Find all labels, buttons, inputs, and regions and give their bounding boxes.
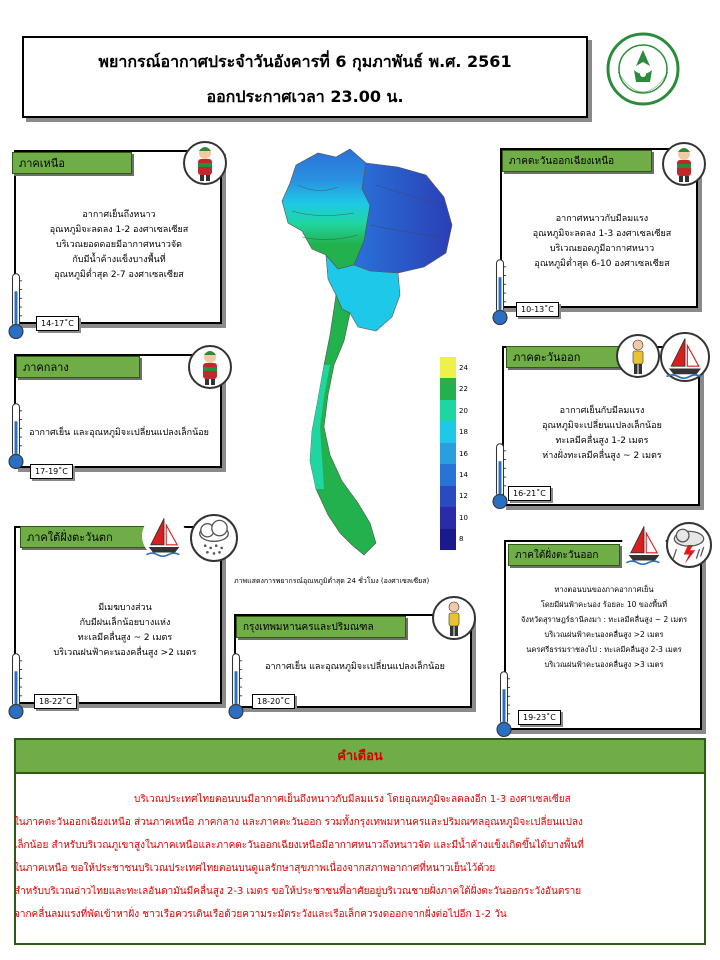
temp-northeast: 10-13˚C: [516, 302, 559, 317]
region-header-east: ภาคตะวันออก: [506, 346, 624, 368]
issue-time: ออกประกาศเวลา 23.00 น.: [206, 87, 404, 106]
temp-bangkok: 18-20˚C: [252, 694, 295, 709]
thermometer-icon: [6, 272, 26, 342]
temp-south-west: 18-22˚C: [34, 694, 77, 709]
temp-north: 14-17˚C: [36, 316, 79, 331]
warning-line: เล็กน้อย สำหรับบริเวณภูเขาสูงในภาคเหนือและภาคตะวันออกเฉียงเหนือมีอากาศหนาวถึงหนาวจัด และมีน้ำค้างแข็งเกิดขึ้นได้บางพื้นที่: [14, 840, 584, 851]
region-header-northeast: ภาคตะวันออกเฉียงเหนือ: [502, 150, 652, 172]
region-header-bangkok: กรุงเทพมหานครและปริมณฑล: [236, 616, 406, 638]
temp-east: 16-21˚C: [508, 486, 551, 501]
region-header-south-west: ภาคใต้ฝั่งตะวันตก: [20, 526, 146, 548]
region-header-north: ภาคเหนือ: [12, 152, 132, 174]
legend-swatch: [440, 443, 456, 465]
cold-person-icon: [183, 141, 227, 185]
rain-cloud-icon: [190, 514, 238, 562]
temperature-legend: [440, 357, 480, 550]
map-northeast-region: [354, 163, 452, 273]
legend-swatch: [440, 421, 456, 443]
legend-label: 24: [459, 363, 468, 372]
legend-swatch: [440, 486, 456, 508]
region-text-central: อากาศเย็น และอุณหภูมิจะเปลี่ยนแปลงเล็กน้อย: [29, 428, 209, 438]
thermometer-icon: [6, 402, 26, 472]
cold-person-icon: [188, 345, 232, 389]
region-header-central: ภาคกลาง: [16, 356, 140, 378]
thermometer-icon: [490, 442, 510, 512]
region-text-east: อากาศเย็นกับมีลมแรง อุณหภูมิจะเปลี่ยนแปลงเล็กน้อย ทะเลมีคลื่นสูง 1-2 เมตร ห่างฝั่งทะเลมีคลื่นสูง ~ 2 เมตร: [542, 406, 662, 461]
warning-line: จากคลื่นลมแรงที่พัดเข้าหาฝั่ง ชาวเรือควรเดินเรือด้วยความระมัดระวังและเรือเล็กควรงดออกจากฝั่งต่อไปอีก 1-2 วัน: [14, 909, 507, 920]
legend-label: 20: [459, 406, 468, 415]
warning-title: คำเตือน: [16, 740, 704, 774]
warning-line: ในภาคตะวันออกเฉียงเหนือ ส่วนภาคเหนือ ภาคกลาง และภาคตะวันออก รวมทั้งกรุงเทพมหานครและปริมณฑลอุณหภูมิจะเปลี่ยนแปลง: [14, 817, 583, 828]
title-panel: [22, 36, 588, 118]
boat-icon: [622, 522, 666, 566]
warning-text: [14, 788, 702, 926]
map-north-region: [282, 149, 370, 269]
thermometer-icon: [6, 652, 26, 722]
thermometer-icon: [226, 652, 246, 722]
person-icon: [616, 334, 660, 378]
legend-label: 10: [459, 513, 468, 522]
boat-icon: [660, 332, 710, 382]
region-text-northeast: อากาศหนาวกับมีลมแรง อุณหภูมิจะลดลง 1-3 องศาเซลเซียส บริเวณยอดภูมีอากาศหนาว อุณหภูมิต่ำสุด 6-10 องศาเซลเซียส: [532, 214, 672, 269]
thermometer-icon: [494, 670, 514, 740]
page-title: พยากรณ์อากาศประจำวันอังคารที่ 6 กุมภาพันธ์ พ.ศ. 2561: [98, 52, 512, 71]
cold-person-icon: [662, 142, 706, 186]
legend-swatch: [440, 378, 456, 400]
region-header-south-east: ภาคใต้ฝั่งตะวันออก: [508, 544, 620, 566]
legend-label: 8: [459, 535, 464, 544]
map-caption: ภาพแสดงการพยากรณ์อุณหภูมิต่ำสุด 24 ชั่วโมง (องศาเซลเซียส): [234, 577, 430, 585]
warning-line: บริเวณประเทศไทยตอนบนมีอากาศเย็นถึงหนาวกับมีลมแรง โดยอุณหภูมิจะลดลงอีก 1-3 องศาเซลเซียส: [134, 794, 571, 805]
person-icon: [432, 596, 476, 640]
legend-swatch: [440, 507, 456, 529]
temp-south-east: 19-23˚C: [518, 710, 561, 725]
region-text-bangkok: อากาศเย็น และอุณหภูมิจะเปลี่ยนแปลงเล็กน้อย: [265, 662, 445, 672]
legend-label: 16: [459, 449, 468, 458]
temp-central: 17-19˚C: [30, 464, 73, 479]
thunderstorm-icon: [666, 522, 712, 568]
thailand-temperature-map: [258, 145, 463, 575]
legend-label: 22: [459, 385, 468, 394]
legend-label: 14: [459, 470, 468, 479]
legend-label: 18: [459, 428, 468, 437]
legend-swatch: [440, 357, 456, 379]
region-text-south-east: ทางตอนบนของภาคอากาศเย็น โดยมีฝนฟ้าคะนอง ร้อยละ 10 ของพื้นที่ จังหวัดสุราษฎร์ธานีลงมา : ทะเลมีคลื่นสูง ~ 2 เมตร บริเวณฝนฟ้าคะนองคลื่นสูง >2 เมตร นครศรีธรรมราชลงไป : ทะเลมีคลื่นสูง 2-3 เมตร บริเวณฝนฟ้าคะนองคลื่นสูง >3 เมตร: [520, 585, 688, 669]
region-text-north: อากาศเย็นถึงหนาว อุณหภูมิจะลดลง 1-2 องศาเซลเซียส บริเวณยอดดอยมีอากาศหนาวจัด กับมีน้ำค้างแข็งบางพื้นที่ อุณหภูมิต่ำสุด 2-7 องศาเซลเซียส: [49, 210, 189, 280]
legend-label: 12: [459, 492, 468, 501]
legend-swatch: [440, 400, 456, 422]
legend-swatch: [440, 529, 456, 551]
warning-line: ในภาคเหนือ ขอให้ประชาชนบริเวณประเทศไทยตอนบนดูแลรักษาสุขภาพเนื่องจากสภาพอากาศที่หนาวเย็นไว้ด้วย: [14, 863, 496, 874]
region-text-south-west: มีเมฆบางส่วน กับมีฝนเล็กน้อยบางแห่ง ทะเลมีคลื่นสูง ~ 2 เมตร บริเวณฝนฟ้าคะนองคลื่นสูง >2 เมตร: [53, 603, 197, 658]
thermometer-icon: [490, 258, 510, 328]
warning-line: สำหรับบริเวณอ่าวไทยและทะเลอันดามันมีคลื่นสูง 2-3 เมตร ขอให้ประชาชนที่อาศัยอยู่บริเวณชายฝั่งภาคใต้ฝั่งตะวันออกระวังอันตราย: [14, 886, 582, 897]
boat-icon: [142, 514, 186, 558]
tmd-logo: [606, 32, 680, 106]
legend-swatch: [440, 464, 456, 486]
